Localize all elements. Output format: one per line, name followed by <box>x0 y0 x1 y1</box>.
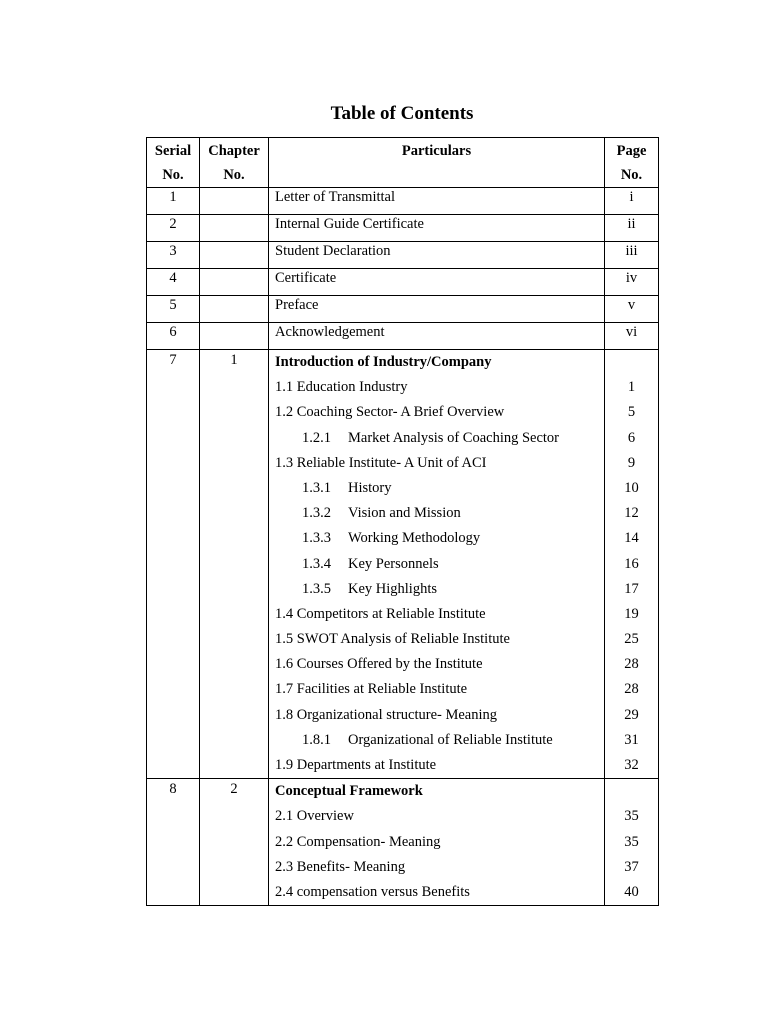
chapter-cell: 2 <box>200 779 269 906</box>
toc-row <box>147 215 659 242</box>
header-serial <box>147 138 200 188</box>
chapter-row <box>147 779 659 906</box>
entry-text: Organizational of Reliable Institute <box>348 731 553 748</box>
page-cell: ii <box>605 215 659 242</box>
toc-entry <box>275 375 604 400</box>
toc-entry <box>275 400 604 425</box>
entry-page: 14 <box>624 530 639 547</box>
toc-row <box>147 296 659 323</box>
toc-subentry <box>275 552 604 577</box>
entry-page: 16 <box>624 555 639 572</box>
header-page-line1: Page <box>616 143 647 159</box>
chapter-cell: 1 <box>200 350 269 779</box>
toc-entry <box>275 804 604 829</box>
header-page-line2: No. <box>620 167 643 183</box>
toc-subentry <box>275 501 604 526</box>
toc-row <box>147 323 659 350</box>
entry-page: 1 <box>627 379 636 396</box>
entry-page: 35 <box>624 833 639 850</box>
entry-page: 6 <box>627 429 636 446</box>
serial-cell: 6 <box>147 323 200 350</box>
toc-body <box>147 188 659 906</box>
entry-number: 1.3.3 <box>302 530 331 547</box>
entry-text: 1.6 Courses Offered by the Institute <box>275 656 483 673</box>
chapter-cell <box>200 215 269 242</box>
entry-number: 1.3.1 <box>302 479 331 496</box>
particulars-cell: Preface <box>269 296 605 323</box>
entry-number: 1.3.5 <box>302 580 331 597</box>
toc-subentry <box>275 476 604 501</box>
entry-text: Key Highlights <box>348 580 438 597</box>
header-chapter <box>200 138 269 188</box>
toc-subentry <box>275 577 604 602</box>
entry-page: 31 <box>624 731 639 748</box>
page-cell <box>605 779 659 906</box>
page-cell: i <box>605 188 659 215</box>
entry-number: 1.8.1 <box>302 731 331 748</box>
header-particulars: Particulars <box>269 138 605 188</box>
toc-subentry <box>275 728 604 753</box>
particulars-cell <box>269 350 605 779</box>
serial-cell: 1 <box>147 188 200 215</box>
entry-text: 1.3 Reliable Institute- A Unit of ACI <box>275 454 487 471</box>
entry-page: 5 <box>627 404 636 421</box>
chapter-heading: Conceptual Framework <box>275 783 423 800</box>
entry-text: 2.3 Benefits- Meaning <box>275 858 406 875</box>
entry-page: 9 <box>627 454 636 471</box>
toc-entry <box>275 703 604 728</box>
entry-text: 1.7 Facilities at Reliable Institute <box>275 681 468 698</box>
serial-cell: 7 <box>147 350 200 779</box>
page-cell: v <box>605 296 659 323</box>
toc-row <box>147 242 659 269</box>
entry-text: 1.8 Organizational structure- Meaning <box>275 706 497 723</box>
entry-page: 32 <box>624 757 639 773</box>
particulars-cell: Student Declaration <box>269 242 605 269</box>
entry-page: 25 <box>624 631 639 648</box>
entry-text: 1.5 SWOT Analysis of Reliable Institute <box>275 631 510 648</box>
header-page <box>605 138 659 188</box>
chapter-heading: Introduction of Industry/Company <box>275 354 492 370</box>
chapter-cell <box>200 269 269 296</box>
entry-text: 1.9 Departments at Institute <box>275 757 437 773</box>
toc-entry <box>275 677 604 702</box>
toc-header-row <box>147 138 659 188</box>
particulars-cell: Certificate <box>269 269 605 296</box>
page-cell: iv <box>605 269 659 296</box>
entry-text: 1.1 Education Industry <box>275 379 408 396</box>
chapter-cell <box>200 323 269 350</box>
toc-entry <box>275 602 604 627</box>
entry-page: 29 <box>624 706 639 723</box>
page-title: Table of Contents <box>330 103 474 124</box>
entry-number: 1.3.4 <box>302 555 331 572</box>
serial-cell: 4 <box>147 269 200 296</box>
toc-subentry <box>275 526 604 551</box>
entry-page: 17 <box>624 580 639 597</box>
entry-page: 28 <box>624 656 639 673</box>
entry-text: Vision and Mission <box>348 505 461 522</box>
entry-page: 37 <box>624 858 639 875</box>
entry-page: 35 <box>624 808 639 825</box>
header-chapter-line2: No. <box>223 167 245 183</box>
entry-page: 40 <box>624 883 639 900</box>
serial-cell: 8 <box>147 779 200 906</box>
page-cell <box>605 350 659 779</box>
toc-row <box>147 269 659 296</box>
entry-number: 1.3.2 <box>302 505 331 522</box>
entry-text: 1.4 Competitors at Reliable Institute <box>275 605 486 622</box>
particulars-cell <box>269 779 605 906</box>
entry-page: 28 <box>624 681 639 698</box>
toc-entry <box>275 855 604 880</box>
entry-number: 1.2.1 <box>302 429 331 446</box>
entry-text: 2.1 Overview <box>275 808 354 825</box>
toc-entry <box>275 627 604 652</box>
page-blank <box>605 779 658 804</box>
entry-text: 1.2 Coaching Sector- A Brief Overview <box>275 404 505 421</box>
page-cell: iii <box>605 242 659 269</box>
chapter-cell <box>200 242 269 269</box>
entry-text: History <box>348 479 392 496</box>
toc-entry <box>275 880 604 905</box>
toc-entry <box>275 451 604 476</box>
serial-cell: 5 <box>147 296 200 323</box>
header-chapter-line1: Chapter <box>208 143 260 159</box>
entry-text: 2.2 Compensation- Meaning <box>275 833 441 850</box>
chapter-cell <box>200 188 269 215</box>
toc-row <box>147 188 659 215</box>
page-cell: vi <box>605 323 659 350</box>
entry-text: Working Methodology <box>348 530 481 547</box>
entry-text: Market Analysis of Coaching Sector <box>348 429 560 446</box>
toc-subentry <box>275 426 604 451</box>
toc-entry <box>275 753 604 778</box>
serial-cell: 2 <box>147 215 200 242</box>
page-blank <box>605 350 658 375</box>
entry-text: 2.4 compensation versus Benefits <box>275 883 470 900</box>
header-serial-line1: Serial <box>154 143 192 159</box>
chapter-cell <box>200 296 269 323</box>
toc-entry <box>275 830 604 855</box>
chapter-row <box>147 350 659 779</box>
entry-page: 12 <box>624 505 639 522</box>
serial-cell: 3 <box>147 242 200 269</box>
toc-table <box>146 137 659 906</box>
particulars-cell: Acknowledgement <box>269 323 605 350</box>
toc-entry <box>275 652 604 677</box>
entry-page: 19 <box>624 605 639 622</box>
particulars-cell: Letter of Transmittal <box>269 188 605 215</box>
header-serial-line2: No. <box>162 167 184 183</box>
entry-text: Key Personnels <box>348 555 439 572</box>
entry-page: 10 <box>624 479 639 496</box>
particulars-cell: Internal Guide Certificate <box>269 215 605 242</box>
